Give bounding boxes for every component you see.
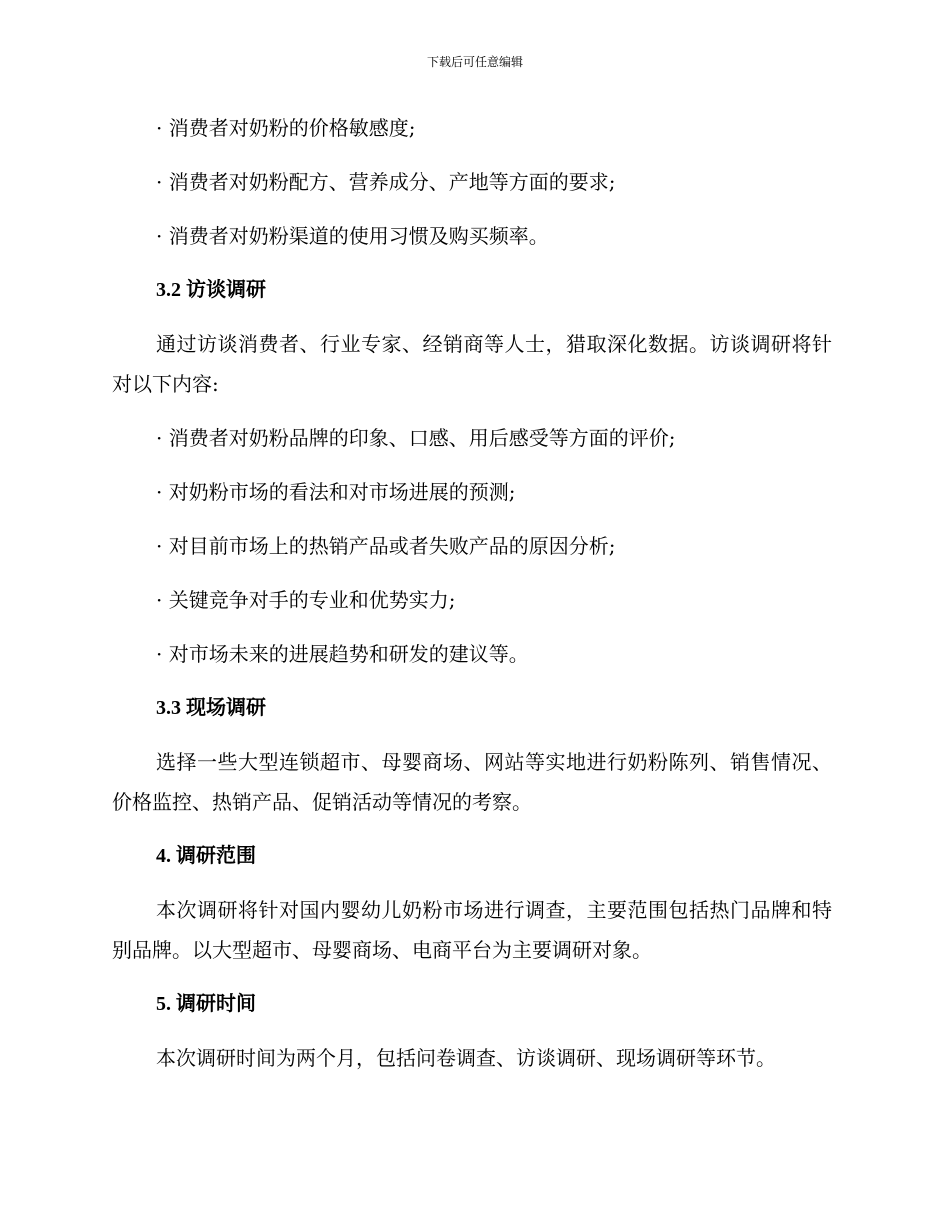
bullet-item: · 消费者对奶粉品牌的印象、口感、用后感受等方面的评价;	[156, 426, 676, 450]
bullet-item: · 关键竞争对手的专业和优势实力;	[156, 588, 456, 612]
section-paragraph-4: 本次调研将针对国内婴幼儿奶粉市场进行调查，主要范围包括热门品牌和特别品牌。以大型超市、母婴商场、电商平台为主要调研对象。	[112, 898, 832, 962]
section-paragraph-3-3: 选择一些大型连锁超市、母婴商场、网站等实地进行奶粉陈列、销售情况、价格监控、热销产品、促销活动等情况的考察。	[112, 750, 832, 814]
section-paragraph-3-2: 通过访谈消费者、行业专家、经销商等人士，猎取深化数据。访谈调研将针对以下内容:	[112, 332, 832, 396]
section-heading-3-3: 3.3 现场调研	[156, 697, 266, 719]
section-heading-3-2: 3.2 访谈调研	[156, 279, 266, 301]
document-body	[112, 108, 832, 1092]
bullet-item: · 消费者对奶粉渠道的使用习惯及购买频率。	[156, 224, 549, 248]
bullet-item: · 对奶粉市场的看法和对市场进展的预测;	[156, 480, 516, 504]
bullet-item: · 对市场未来的进展趋势和研发的建议等。	[156, 642, 529, 666]
bullet-item: · 消费者对奶粉的价格敏感度;	[156, 116, 416, 140]
page-header: 下载后可任意编辑	[426, 55, 523, 69]
section-heading-5: 5. 调研时间	[156, 993, 256, 1015]
section-heading-4: 4. 调研范围	[156, 845, 256, 867]
section-paragraph-5: 本次调研时间为两个月，包括问卷调查、访谈调研、现场调研等环节。	[156, 1046, 776, 1070]
bullet-item: · 消费者对奶粉配方、营养成分、产地等方面的要求;	[156, 170, 616, 194]
bullet-item: · 对目前市场上的热销产品或者失败产品的原因分析;	[156, 534, 616, 558]
